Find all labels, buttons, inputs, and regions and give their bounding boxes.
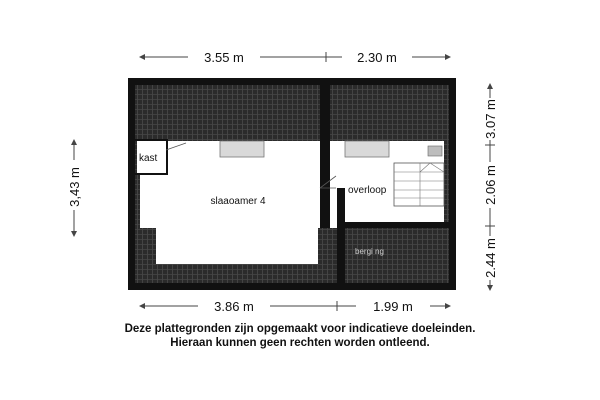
- roof-slope-top: [135, 85, 449, 141]
- staircase: [394, 163, 444, 206]
- right-dimension-line: [482, 84, 498, 290]
- disclaimer-line-1: Deze plattegronden zijn opgemaakt voor indicatieve doeleinden.: [124, 323, 476, 335]
- landing-fixture: [428, 146, 442, 156]
- dim-top-right: 2.30 m: [357, 50, 397, 65]
- interior-wall-vertical: [320, 85, 330, 165]
- dim-bottom-right: 1.99 m: [373, 299, 413, 314]
- left-dimension-line: [66, 140, 82, 236]
- top-dimension-line: [140, 48, 450, 66]
- interior-wall-landing-bottom: [337, 222, 449, 228]
- closet-wall-bottom: [135, 173, 168, 175]
- dim-right-top: 3.07 m: [483, 99, 498, 139]
- interior-wall-vertical-lower: [337, 188, 345, 283]
- room-label-storage: bergi ng: [355, 247, 384, 256]
- dim-right-bottom: 2.44 m: [483, 238, 498, 278]
- room-label-bedroom: slaaoamer 4: [210, 196, 266, 207]
- skylight-landing: [345, 141, 389, 157]
- disclaimer-line-2: Hieraan kunnen geen rechten worden ontleend.: [170, 337, 430, 349]
- bottom-dimension-line: [140, 298, 450, 316]
- closet-wall-top: [135, 139, 168, 141]
- dim-bottom-left: 3.86 m: [214, 299, 254, 314]
- dim-right-middle: 2.06 m: [483, 165, 498, 205]
- dim-left: 3,43 m: [67, 167, 82, 207]
- roof-slope-right: [444, 141, 449, 228]
- skylight-bedroom: [220, 141, 264, 157]
- room-label-kast: kast: [139, 153, 158, 164]
- room-label-landing: overloop: [348, 185, 387, 196]
- closet-wall-right: [166, 141, 168, 175]
- dim-top-left: 3.55 m: [204, 50, 244, 65]
